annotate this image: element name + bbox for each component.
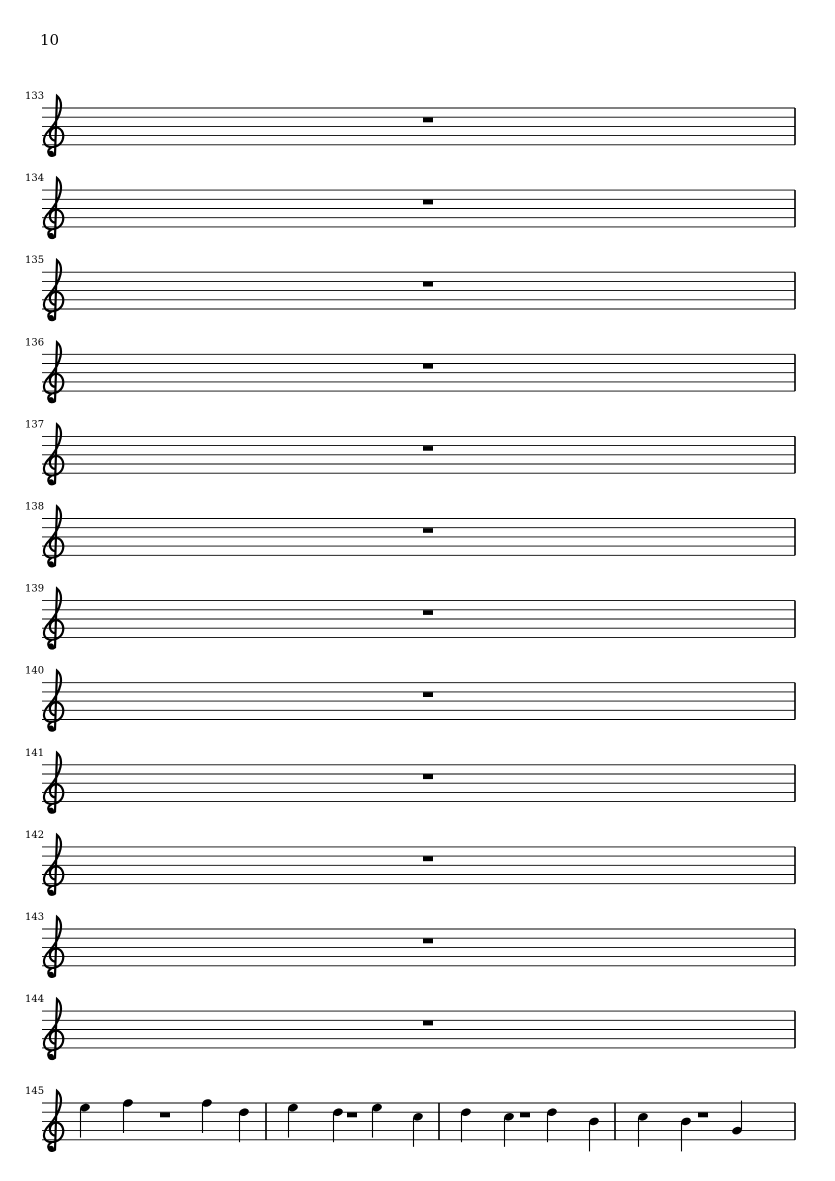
measure-number: 136 <box>25 337 45 349</box>
measure-number: 145 <box>25 1086 45 1097</box>
clef-dot <box>48 1146 54 1152</box>
measure-number: 135 <box>25 255 45 267</box>
staff <box>25 830 795 896</box>
clef-dot <box>48 397 54 403</box>
whole-rest <box>423 692 433 697</box>
clef-dot <box>48 479 54 485</box>
measure-number: 139 <box>25 583 45 595</box>
measure-number: 133 <box>25 91 45 102</box>
whole-rest <box>423 446 433 451</box>
clef-dot <box>48 808 54 814</box>
clef-dot <box>48 972 54 978</box>
treble-clef-icon <box>44 424 63 484</box>
staff <box>25 173 795 239</box>
half-rest <box>698 1113 708 1118</box>
measure-number: 137 <box>25 419 45 431</box>
half-rest <box>347 1113 357 1118</box>
staff <box>25 584 795 650</box>
clef-dot <box>48 315 54 321</box>
staff <box>25 502 795 568</box>
treble-clef-icon <box>44 1091 63 1151</box>
clef-dot <box>48 561 54 567</box>
treble-clef-icon <box>44 260 63 320</box>
staff <box>25 1086 795 1152</box>
whole-rest <box>423 857 433 862</box>
clef-dot <box>48 726 54 732</box>
staff <box>25 912 795 978</box>
measure-number: 134 <box>25 173 45 185</box>
whole-rest <box>423 282 433 287</box>
staff <box>25 994 795 1060</box>
treble-clef-icon <box>44 589 63 649</box>
treble-clef-icon <box>44 835 63 895</box>
treble-clef-icon <box>44 96 63 156</box>
whole-rest <box>423 118 433 123</box>
staff <box>25 91 795 157</box>
staff <box>25 748 795 814</box>
staff <box>25 666 795 732</box>
clef-dot <box>48 151 54 157</box>
clef-dot <box>48 1054 54 1060</box>
clef-dot <box>48 890 54 896</box>
whole-rest <box>423 364 433 369</box>
measure-number: 143 <box>25 912 45 923</box>
half-rest <box>160 1113 170 1118</box>
treble-clef-icon <box>44 917 63 977</box>
clef-dot <box>48 233 54 239</box>
staff <box>25 255 795 321</box>
staff <box>25 337 795 403</box>
whole-rest <box>423 528 433 533</box>
treble-clef-icon <box>44 342 63 402</box>
treble-clef-icon <box>44 671 63 731</box>
whole-rest <box>423 1021 433 1026</box>
measure-number: 142 <box>25 829 45 841</box>
staff <box>25 419 795 485</box>
measure-number: 144 <box>25 994 45 1006</box>
page-number: 10 <box>40 31 60 49</box>
treble-clef-icon <box>44 507 63 567</box>
measure-number: 138 <box>25 501 45 513</box>
measure-number: 140 <box>25 665 45 677</box>
whole-rest <box>423 200 433 205</box>
treble-clef-icon <box>44 999 63 1059</box>
whole-rest <box>423 610 433 615</box>
half-rest <box>520 1113 530 1118</box>
treble-clef-icon <box>44 753 63 813</box>
whole-rest <box>423 939 433 944</box>
whole-rest <box>423 775 433 780</box>
clef-dot <box>48 643 54 649</box>
measure-number: 141 <box>25 747 45 759</box>
treble-clef-icon <box>44 178 63 238</box>
